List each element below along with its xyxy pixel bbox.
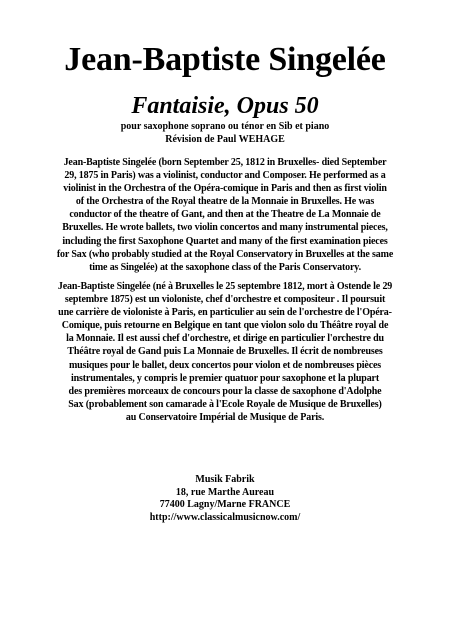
- instrumentation-line: pour saxophone soprano ou ténor en Sib et piano: [120, 121, 330, 132]
- biography-french-line: musiques pour le ballet, deux concertos pour violon et de nombreuses pièces: [68, 359, 382, 371]
- biography-english-line: 29, 1875 in Paris) was a violinist, conductor and Composer. He performed as a: [64, 170, 386, 182]
- biography-english-line: of the Orchestra of the Royal theatre de la Monnaie in Bruxelles. He was: [75, 196, 375, 208]
- biography-english-line: Bruxelles. He wrote ballets, two violin concertos and many instrumental pieces,: [62, 222, 388, 234]
- biography-english-line: violinist in the Orchestra of the Opéra-comique in Paris and then as first violin: [63, 183, 387, 195]
- work-title: Fantaisie, Opus 50: [131, 93, 319, 119]
- biography-english-line: conductor of the theatre of Gant, and then at the Theatre de La Monnaie de: [69, 209, 381, 221]
- biography-french-line: instrumentales, y compris le premier quatuor pour saxophone et la plupart: [70, 372, 380, 384]
- biography-french-line: au Conservatoire Impérial de Musique de Paris.: [125, 411, 325, 423]
- biography-french-line: Sax (probablement son camarade à l'Ecole Royale de Musique de Bruxelles): [68, 398, 382, 410]
- composer-name: Jean-Baptiste Singelée: [64, 41, 386, 78]
- biography-french-line: septembre 1875) est un violoniste, chef d'orchestre et compositeur . Il poursuit: [64, 294, 386, 306]
- biography-english-line: Jean-Baptiste Singelée (born September 25, 1812 in Bruxelles- died September: [63, 157, 387, 168]
- biography-french-line: Jean-Baptiste Singelée (né à Bruxelles le 25 septembre 1812, mort à Ostende le 29: [57, 281, 393, 292]
- revision-line: Révision de Paul WEHAGE: [165, 134, 285, 145]
- biography-english: [42, 156, 408, 274]
- publisher-street: 18, rue Marthe Aureau: [175, 486, 275, 498]
- publisher-name: Musik Fabrik: [195, 474, 255, 485]
- publisher-url-link[interactable]: http://www.classicalmusicnow.com/: [149, 511, 301, 523]
- publisher-city: 77400 Lagny/Marne FRANCE: [159, 499, 291, 510]
- publisher-address: [0, 474, 450, 524]
- biography-french: [42, 280, 408, 424]
- biography-english-line: for Sax (who probably studied at the Royal Conservatory in Bruxelles at the same: [56, 248, 394, 260]
- biography-english-line: time as Singelée) at the saxophone class of the Paris Conservatory.: [89, 261, 361, 273]
- biography-french-line: Théâtre royal de Gand puis La Monnaie de Bruxelles. Il écrit de nombreuses: [67, 346, 383, 358]
- biography-english-line: including the first Saxophone Quartet and many of the first examination pieces: [62, 235, 388, 247]
- biography-french-line: la Monnaie. Il est aussi chef d'orchestre, et dirige en particulier l'orchestre du: [66, 333, 384, 345]
- biography-french-line: Comique, puis retourne en Belgique en tant que violon solo du Théâtre royal de: [61, 320, 389, 332]
- biography-french-line: une carrière de violoniste à Paris, en particulier au sein de l'orchestre de l'Opéra-: [58, 307, 392, 319]
- biography-french-line: des premières morceaux de concours pour la classe de saxophone d'Adolphe: [68, 385, 382, 397]
